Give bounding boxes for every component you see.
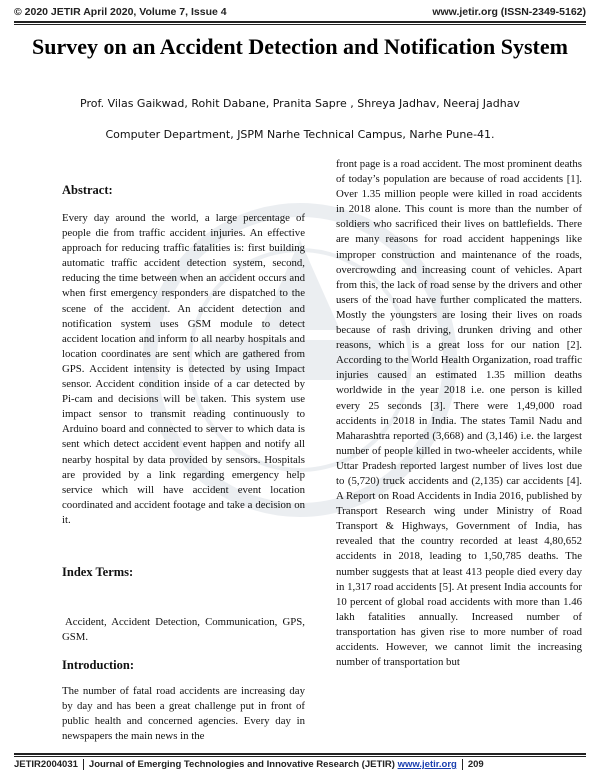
introduction-body <box>62 684 305 744</box>
footer-site-link[interactable]: www.jetir.org <box>397 759 457 771</box>
abstract-heading: Abstract: <box>62 183 113 197</box>
right-column-text: front page is a road accident. The most prominent deaths of today’s population are because of road accidents [1]. Over 1.35 million people were killed in road accidents in 2018 alone. This count is more than the number of soldiers who sacrificed their lives on battlefields. There are many reasons for road accident happenings like improper construction and maintenance of the roads, overcrowding and increasing count of vehicles. Apart from this, the lack of road sense by the drivers and other users of the road have further complicated the matters. Mostly the youngsters are losing their lives on roads because of rash driving, drunken driving and other reasons, which is a great loss for our nation [2]. According to the World Health Organization, road traffic injuries caused an estimated 1.35 million deaths worldwide in the year 2018 i.e. one person is killed every 25 seconds [3]. There were 1,49,000 road accidents in 2018 in India. The states Tamil Nadu and Maharashtra reported (3,668) and (3,146) i.e. the largest number of people killed in two-wheeler accidents, while Uttar Pradesh reported largest number of lives lost due to (5,720) truck accidents and (2,135) car accidents [4]. A Report on Road Accidents in India 2016, published by Transport Research wing under Ministry of Road Transport & Highways, Government of India, has revealed that the country recorded at least 4,80,652 accidents in 2018, leading to 1,50,785 deaths. The number suggests that at least 413 people died every day in 1,317 road accidents [5]. At present India accounts for 10 percent of global road accidents with more than 1.46 lakh fatalities annually. Increased number of transportation has given rise to more number of road accidents. However, we cannot limit the increasing number of transportation but <box>336 158 582 669</box>
header-rule-thin <box>14 24 586 25</box>
page-header <box>14 4 586 20</box>
footer-page-number: 209 <box>467 759 484 771</box>
right-column-body <box>336 157 582 670</box>
author-list: Prof. Vilas Gaikwad, Rohit Dabane, Pranita Sapre , Shreya Jadhav, Neeraj Jadhav <box>80 97 520 110</box>
page-footer <box>14 759 586 770</box>
abstract-body <box>62 211 305 528</box>
index-terms-heading: Index Terms: <box>62 565 134 579</box>
abstract-text: Every day around the world, a large percentage of people die from traffic accident injuries. An effective approach for reducing traffic fatalities is: first building automatic traffic accident detection system, second, reducing the time between when an accident occurs and when first emergency responders are dispatched to the scene of the accident. An accident detection and notification system uses GSM module to detect accident location and inform to all nearby hospitals and location coordinates are sent which are gathered from GPS. Accident intensity is detected by using Impact sensor. Accident condition inside of a car detected by Pi-cam and decisions will be taken. This system use impact sensor to transmit reading continuously to Arduino board and connected to server to which data is sent which detect accident event happen and notify all nearby hospital by data provided by sensors. Hospitals are provided by a link regarding emergency help service which will have accident event location coordinated and accident footage and take a decision on it. <box>62 212 305 526</box>
index-terms-body <box>62 615 305 645</box>
introduction-heading: Introduction: <box>62 658 135 672</box>
paper-title: Survey on an Accident Detection and Notification System <box>32 34 568 59</box>
footer-rule-thin <box>14 756 586 757</box>
header-rule <box>14 21 586 23</box>
footer-journal: Journal of Emerging Technologies and Innovative Research (JETIR) <box>88 759 395 771</box>
header-right-text: www.jetir.org (ISSN-2349-5162) <box>432 6 586 18</box>
index-terms-text: Accident, Accident Detection, Communication, GPS, GSM. <box>62 616 305 644</box>
footer-rule <box>14 753 586 755</box>
header-left-text: © 2020 JETIR April 2020, Volume 7, Issue 4 <box>14 6 227 18</box>
affiliation: Computer Department, JSPM Narhe Technical Campus, Narhe Pune-41. <box>105 128 495 141</box>
footer-paper-id: JETIR2004031 <box>14 759 78 771</box>
introduction-text: The number of fatal road accidents are increasing day by day and has been a great challenge put in front of public health and concerned agencies. Every day in newspapers the main news in the <box>62 685 305 743</box>
